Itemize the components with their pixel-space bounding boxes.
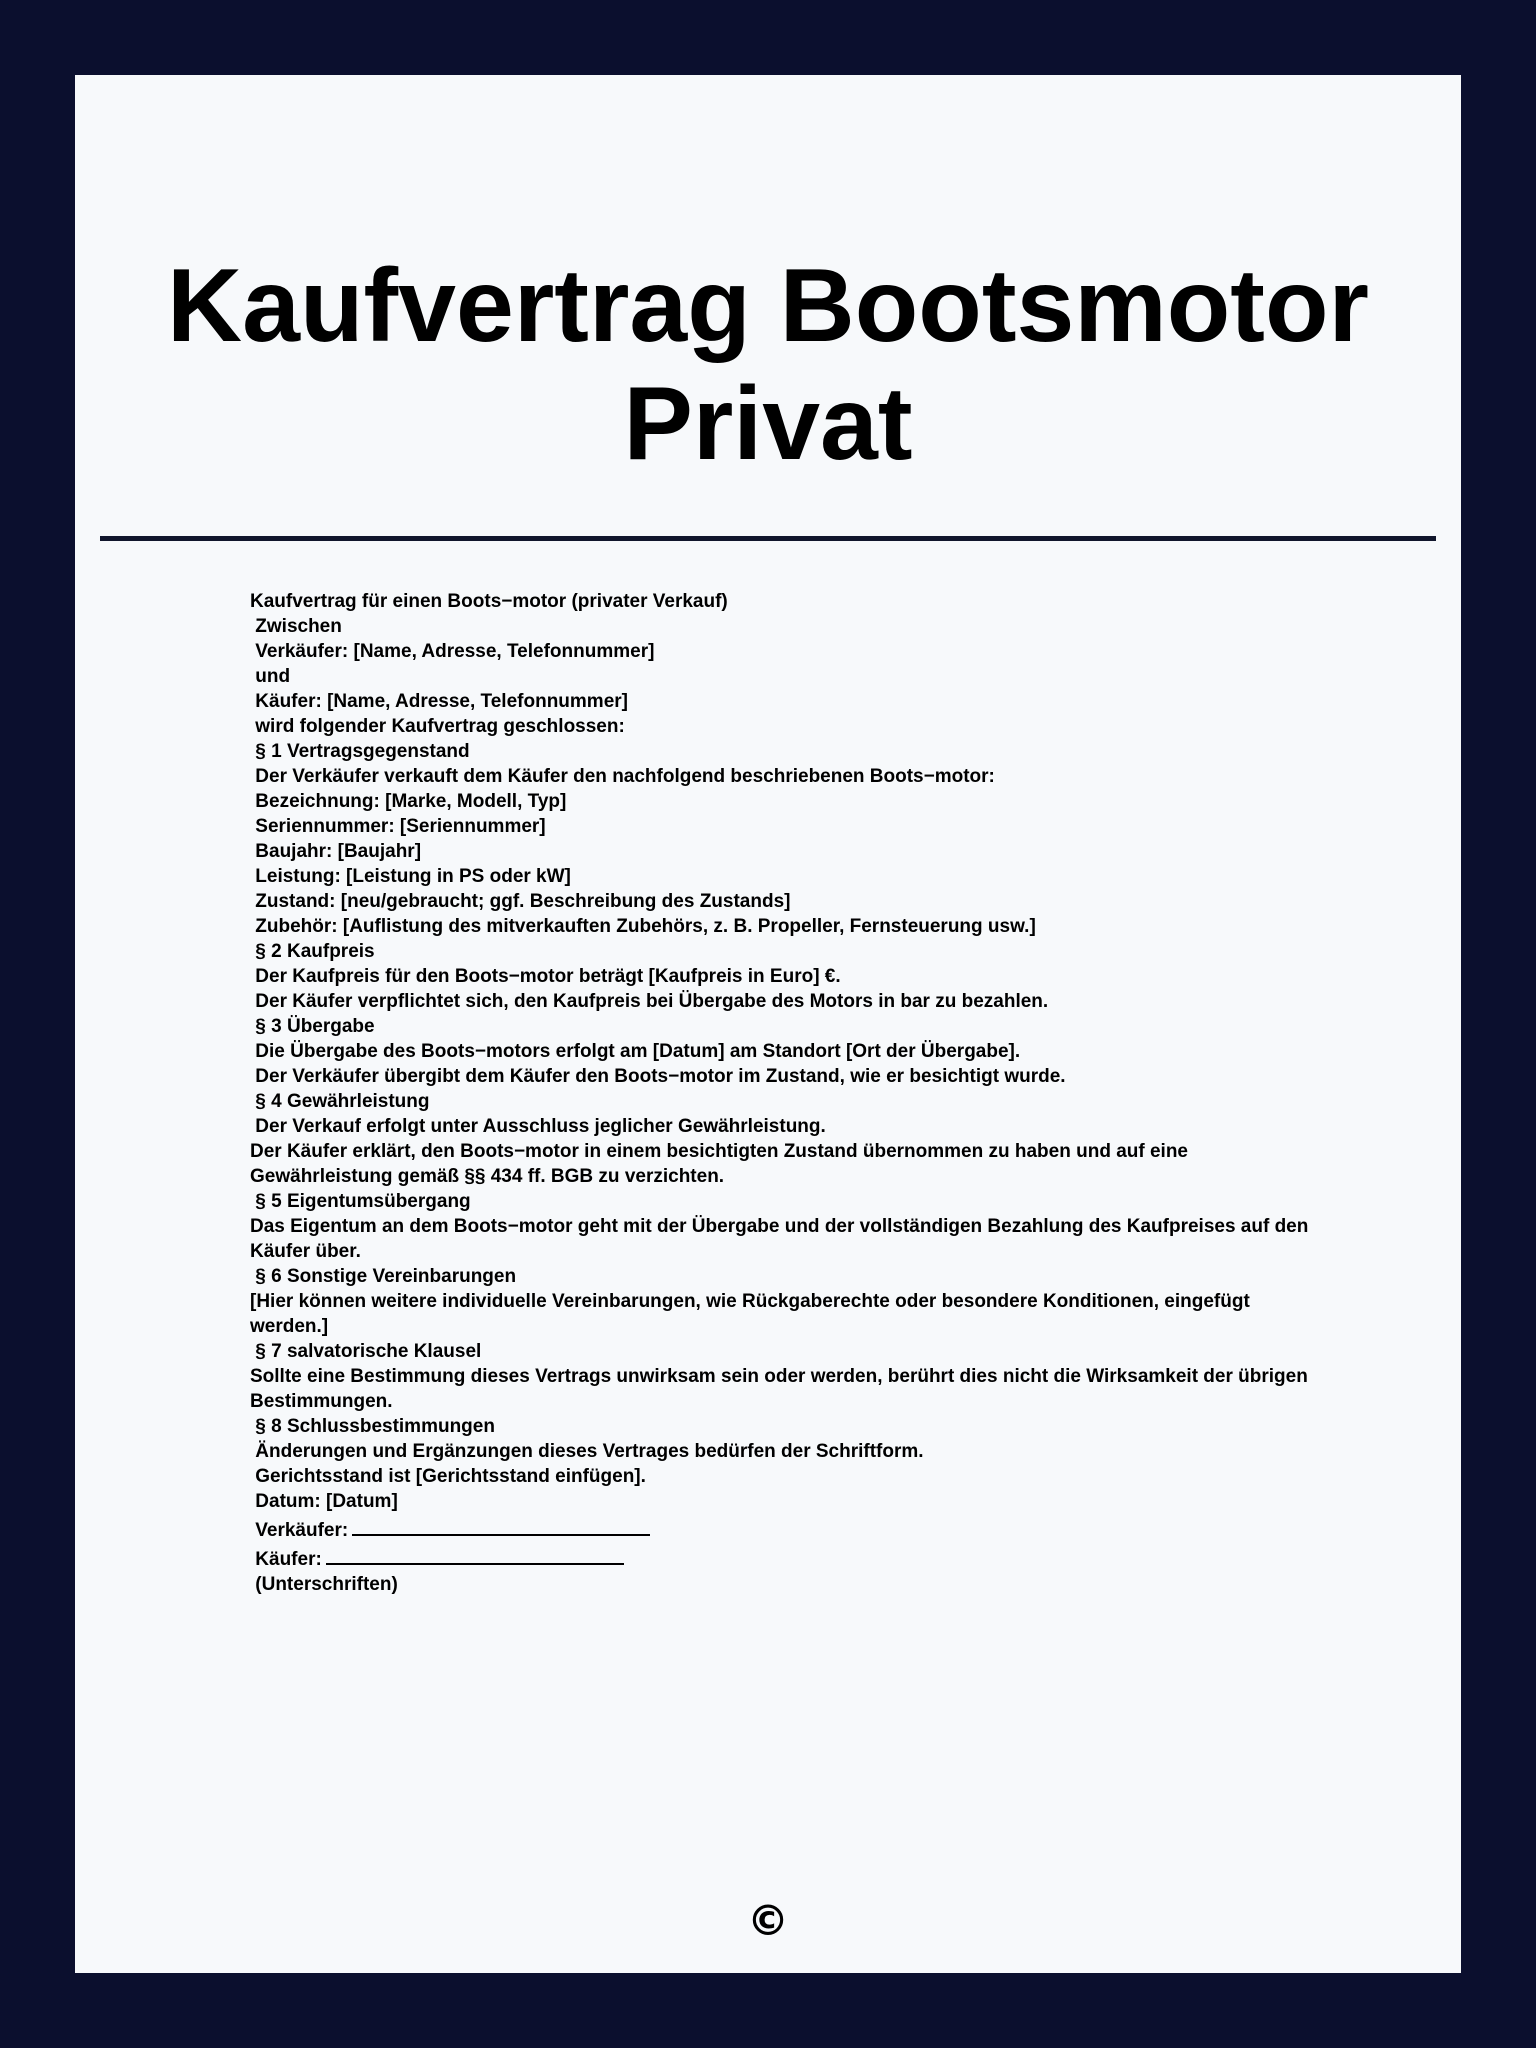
contract-line: Bezeichnung: [Marke, Modell, Typ] — [250, 791, 567, 812]
copyright-icon: © — [747, 1896, 789, 1945]
contract-line: Der Käufer verpflichtet sich, den Kaufpreis bei Übergabe des Motors in bar zu bezahlen. — [250, 991, 1049, 1012]
contract-line: wird folgender Kaufvertrag geschlossen: — [250, 716, 625, 737]
section-heading: § 4 Gewährleistung — [250, 1091, 430, 1112]
section-heading: § 2 Kaufpreis — [250, 941, 375, 962]
section-heading: § 8 Schlussbestimmungen — [250, 1416, 495, 1437]
contract-paragraph: Das Eigentum an dem Boots−motor geht mit der Übergabe und der vollständigen Bezahlung des Kaufpreises auf den Käufer über. — [250, 1216, 1309, 1262]
contract-line: Gerichtsstand ist [Gerichtsstand einfügen]. — [250, 1466, 646, 1487]
seller-signature-line — [352, 1514, 650, 1536]
contract-paragraph: Der Käufer erklärt, den Boots−motor in einem besichtigten Zustand übernommen zu haben und auf eine Gewährleistung gemäß §§ 434 ff. BGB zu verzichten. — [250, 1141, 1188, 1187]
contract-line: Änderungen und Ergänzungen dieses Vertrages bedürfen der Schriftform. — [250, 1441, 924, 1462]
contract-line: Der Kaufpreis für den Boots−motor beträgt [Kaufpreis in Euro] €. — [250, 966, 841, 987]
contract-line: Zubehör: [Auflistung des mitverkauften Zubehörs, z. B. Propeller, Fernsteuerung usw.] — [250, 916, 1036, 937]
date-line: Datum: [Datum] — [250, 1491, 398, 1512]
buyer-signature-row — [250, 1543, 1310, 1572]
contract-line: Der Verkauf erfolgt unter Ausschluss jeglicher Gewährleistung. — [250, 1116, 826, 1137]
section-heading: § 3 Übergabe — [250, 1016, 375, 1037]
title-divider — [100, 536, 1436, 541]
contract-line: Zwischen — [250, 616, 342, 637]
document-title: Kaufvertrag Bootsmotor Privat — [167, 248, 1369, 482]
buyer-signature-label: Käufer: — [250, 1549, 322, 1570]
contract-line: Seriennummer: [Seriennummer] — [250, 816, 546, 837]
contract-line: Baujahr: [Baujahr] — [250, 841, 422, 862]
section-heading: § 7 salvatorische Klausel — [250, 1341, 482, 1362]
buyer-signature-line — [326, 1543, 624, 1565]
contract-heading-line: Kaufvertrag für einen Boots−motor (privater Verkauf) — [250, 591, 728, 612]
contract-paragraph: Sollte eine Bestimmung dieses Vertrags unwirksam sein oder werden, berührt dies nicht die Wirksamkeit der übrigen Bestimmungen. — [250, 1366, 1308, 1412]
signatures-note: (Unterschriften) — [250, 1574, 398, 1595]
contract-line: und — [250, 666, 291, 687]
buyer-line: Käufer: [Name, Adresse, Telefonnummer] — [250, 691, 628, 712]
contract-line: Der Verkäufer übergibt dem Käufer den Boots−motor im Zustand, wie er besichtigt wurde. — [250, 1066, 1066, 1087]
seller-signature-label: Verkäufer: — [250, 1520, 349, 1541]
seller-signature-row — [250, 1514, 1310, 1543]
contract-line: Zustand: [neu/gebraucht; ggf. Beschreibung des Zustands] — [250, 891, 791, 912]
seller-line: Verkäufer: [Name, Adresse, Telefonnummer] — [250, 641, 655, 662]
section-heading: § 1 Vertragsgegenstand — [250, 741, 470, 762]
contract-page — [75, 75, 1461, 1973]
contract-line: Die Übergabe des Boots−motors erfolgt am [Datum] am Standort [Ort der Übergabe]. — [250, 1041, 1021, 1062]
section-heading: § 5 Eigentumsübergang — [250, 1191, 471, 1212]
contract-body — [250, 589, 1310, 1597]
contract-paragraph: [Hier können weitere individuelle Vereinbarungen, wie Rückgaberechte oder besondere Konditionen, eingefügt werden.] — [250, 1291, 1250, 1337]
section-heading: § 6 Sonstige Vereinbarungen — [250, 1266, 517, 1287]
contract-line: Leistung: [Leistung in PS oder kW] — [250, 866, 571, 887]
contract-line: Der Verkäufer verkauft dem Käufer den nachfolgend beschriebenen Boots−motor: — [250, 766, 995, 787]
